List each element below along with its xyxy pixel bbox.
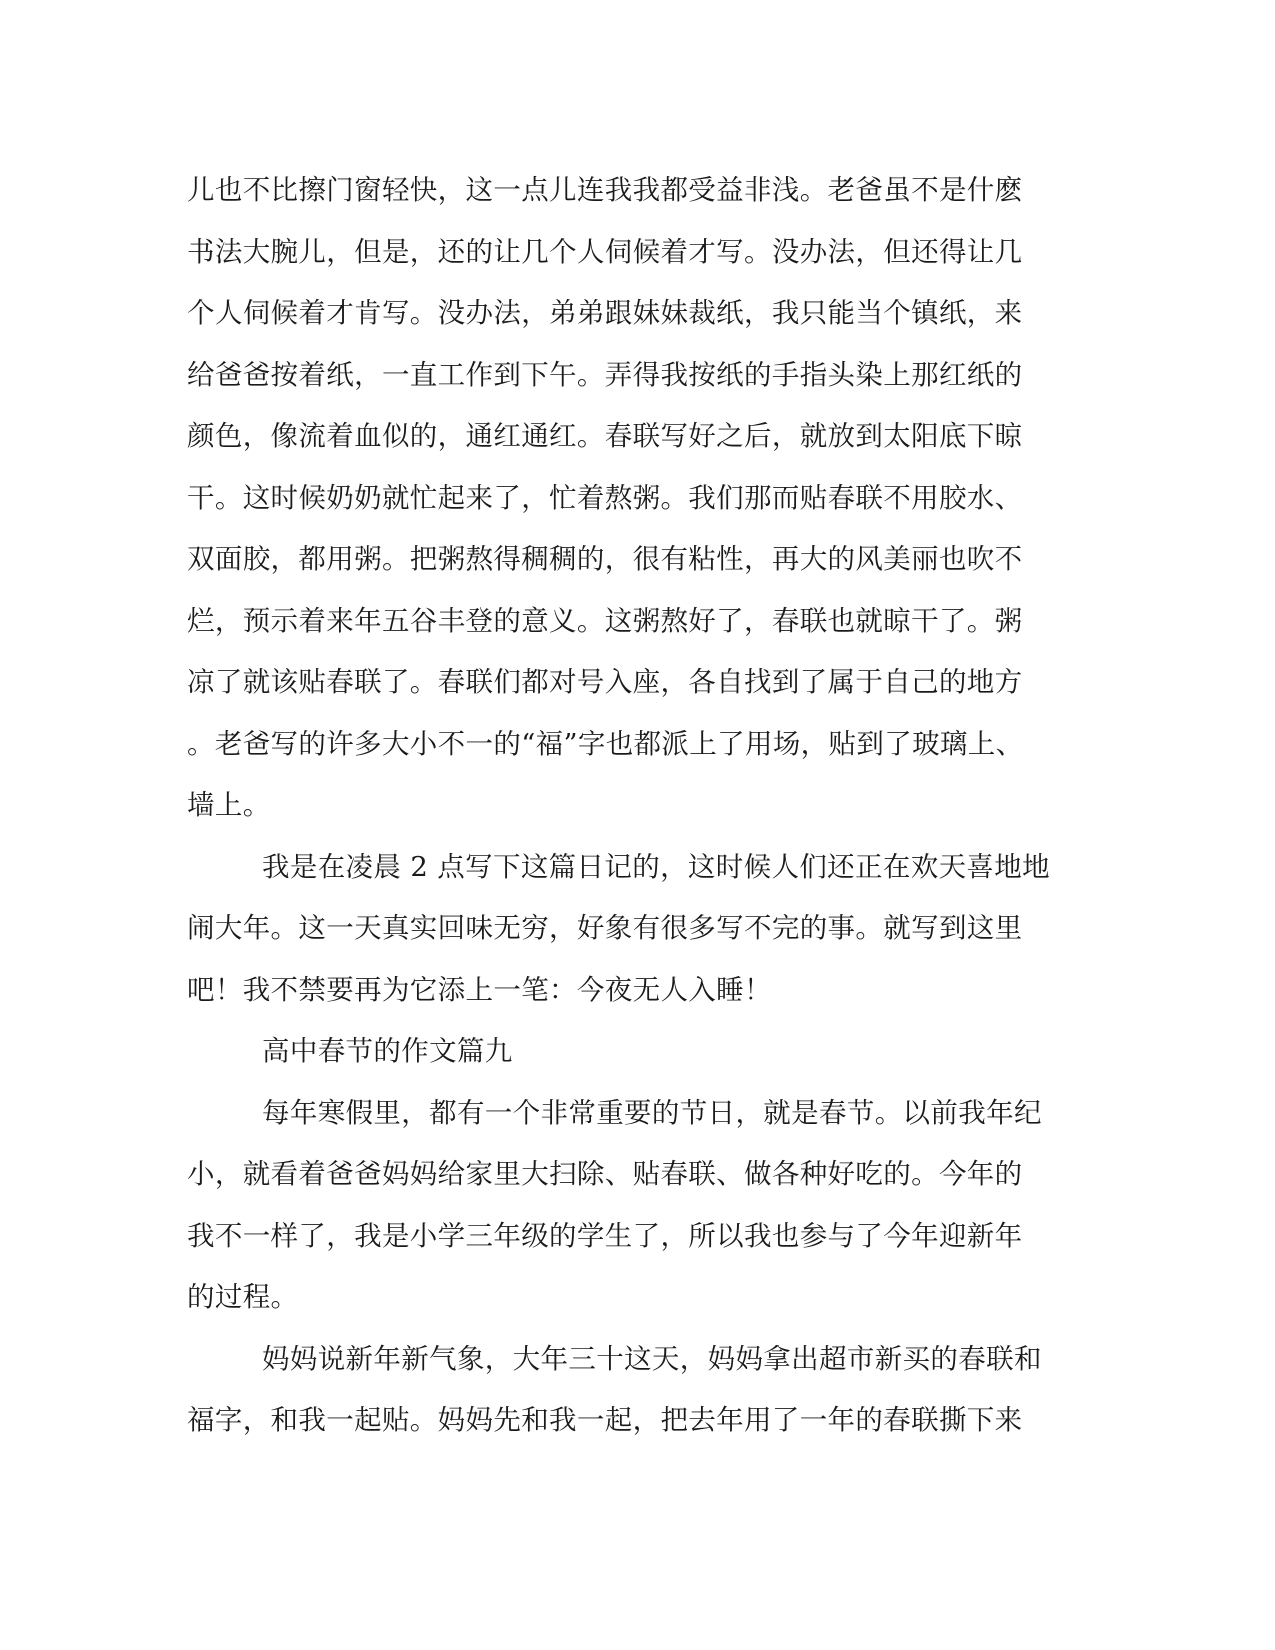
text-line: 我不一样了，我是小学三年级的学生了，所以我也参与了今年迎新年 <box>187 1219 1023 1252</box>
text-line: 墙上。 <box>187 789 271 821</box>
document-body <box>187 160 1067 1452</box>
paragraph-start-line: 妈妈说新年新气象，大年三十这天，妈妈拿出超市新买的春联和 <box>262 1342 1042 1375</box>
text-line: 的过程。 <box>187 1281 299 1313</box>
text-line: 凉了就该贴春联了。春联们都对号入座，各自找到了属于自己的地方 <box>187 666 1023 698</box>
text-line: 个人伺候着才肯写。没办法，弟弟跟妹妹裁纸，我只能当个镇纸，来 <box>187 297 1023 329</box>
text-line: 小，就看着爸爸妈妈给家里大扫除、贴春联、做各种好吃的。今年的 <box>187 1158 1023 1190</box>
text-line: 福字，和我一起贴。妈妈先和我一起，把去年用了一年的春联撕下来 <box>187 1404 1023 1436</box>
section-heading: 高中春节的作文篇九 <box>262 1035 513 1067</box>
text-line: 颜色，像流着血似的，通红通红。春联写好之后，就放到太阳底下晾 <box>187 420 1023 452</box>
text-line: 儿也不比擦门窗轻快，这一点儿连我我都受益非浅。老爸虽不是什麽 <box>187 174 1023 206</box>
text-line: 书法大腕儿，但是，还的让几个人伺候着才写。没办法，但还得让几 <box>187 235 1023 268</box>
text-line: 。老爸写的许多大小不一的“福”字也都派上了用场，贴到了玻璃上、 <box>187 727 1024 760</box>
text-line: 给爸爸按着纸，一直工作到下午。弄得我按纸的手指头染上那红纸的 <box>187 358 1023 391</box>
text-line: 干。这时候奶奶就忙起来了，忙着熬粥。我们那而贴春联不用胶水、 <box>187 481 1023 514</box>
text-line: 烂，预示着来年五谷丰登的意义。这粥熬好了，春联也就晾干了。粥 <box>187 604 1023 637</box>
text-line: 吧！我不禁要再为它添上一笔：今夜无人入睡！ <box>187 973 772 1006</box>
text-line: 闹大年。这一天真实回味无穷，好象有很多写不完的事。就写到这里 <box>187 912 1023 944</box>
paragraph-start-line: 每年寒假里，都有一个非常重要的节日，就是春节。以前我年纪 <box>262 1096 1042 1129</box>
text-line: 双面胶，都用粥。把粥熬得稠稠的，很有粘性，再大的风美丽也吹不 <box>187 543 1023 575</box>
paragraph-start-line: 我是在凌晨 2 点写下这篇日记的，这时候人们还正在欢天喜地地 <box>262 850 1050 883</box>
